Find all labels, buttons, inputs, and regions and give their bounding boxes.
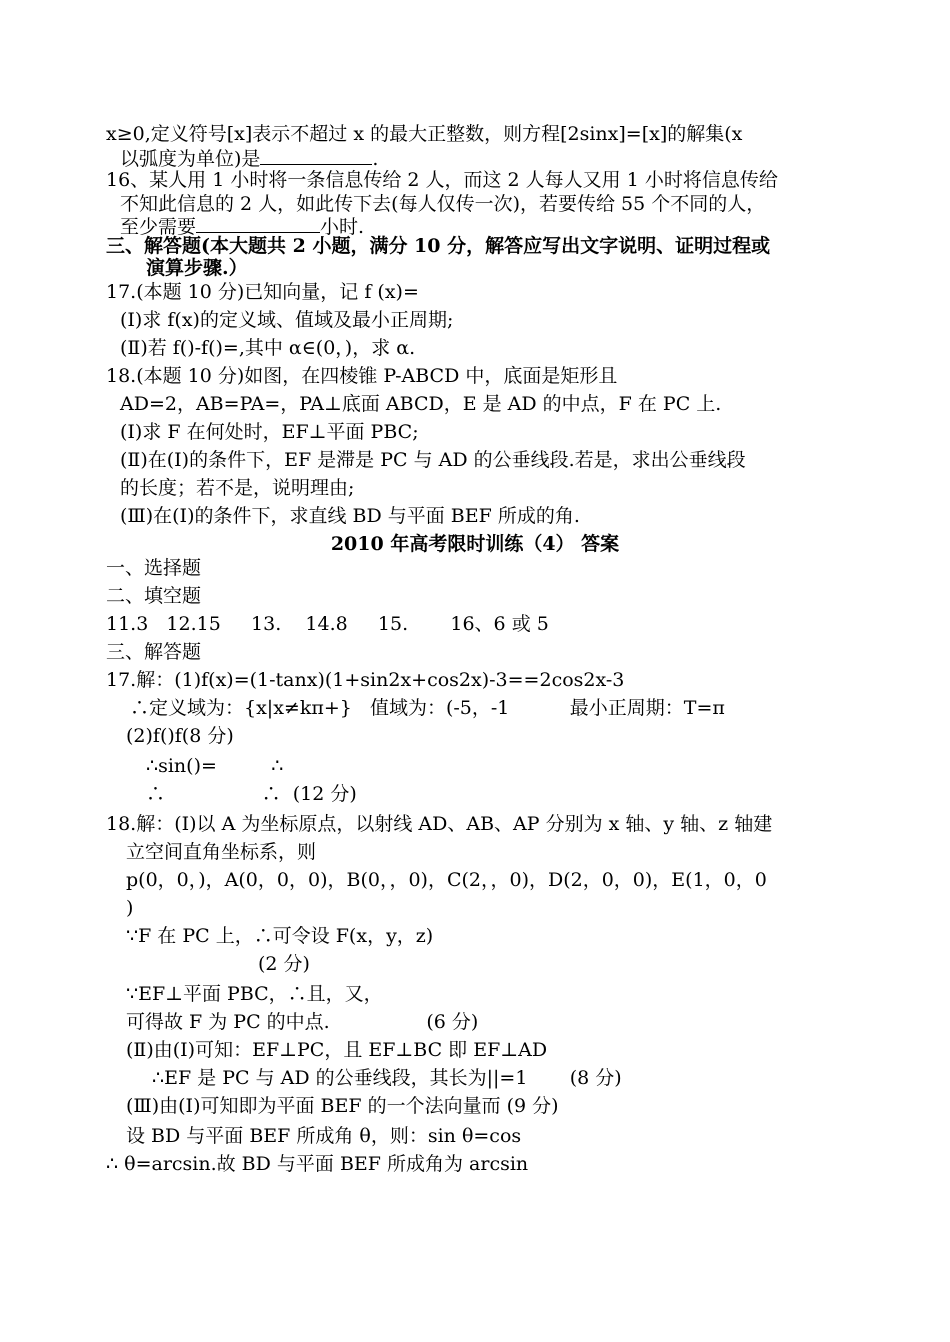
text-line: 立空间直角坐标系，则 — [126, 841, 317, 863]
text-line: ∴sin()= ∴ — [146, 755, 284, 777]
text-line: (Ⅲ)在(Ⅰ)的条件下，求直线 BD 与平面 BEF 所成的角. — [120, 505, 580, 527]
text-line: ∴定义域为：{x|x≠kπ+} 值域为：(-5，-1 最小正周期：T=π — [130, 697, 725, 719]
text-line: x≥0,定义符号[x]表示不超过 x 的最大正整数，则方程[2sinx]=[x]的解集(x — [106, 123, 743, 145]
text-line: (Ⅰ)求 F 在何处时，EF⊥平面 PBC; — [120, 421, 419, 443]
text-line: AD=2，AB=PA=，PA⊥底面 ABCD，E 是 AD 的中点，F 在 PC 上. — [120, 393, 722, 415]
text-line: 17.(本题 10 分)已知向量，记 f (x)= — [106, 281, 419, 303]
text-line: ∵EF⊥平面 PBC，∴且，又， — [126, 983, 383, 1005]
answer-blank — [196, 214, 320, 233]
text-line: 17.解：(1)f(x)=(1-tanx)(1+sin2x+cos2x)-3==2cos2x-3 — [106, 669, 625, 691]
text-line: (Ⅱ)在(Ⅰ)的条件下，EF 是滞是 PC 与 AD 的公垂线段.若是，求出公垂线段 — [120, 449, 746, 471]
text-fragment: . — [372, 148, 379, 170]
text-line: 18.解：(Ⅰ)以 A 为坐标原点，以射线 AD、AB、AP 分别为 x 轴、y 轴、z 轴建 — [106, 813, 773, 835]
text-line: ∴ θ=arcsin.故 BD 与平面 BEF 所成角为 arcsin — [106, 1153, 529, 1175]
text-line: (2)f()f(8 分) — [126, 725, 234, 747]
text-line: 二、填空题 — [106, 585, 202, 607]
text-line: ∵F 在 PC 上，∴可令设 F(x，y，z) — [126, 925, 434, 947]
answer-title: 2010 年高考限时训练（4） 答案 — [330, 533, 620, 555]
text-line: (Ⅱ)若 f()-f()=,其中 α∈(0，)，求 α. — [120, 337, 416, 359]
text-line: (Ⅱ)由(Ⅰ)可知：EF⊥PC，且 EF⊥BC 即 EF⊥AD — [126, 1039, 548, 1061]
text-fragment: 至少需要 — [120, 216, 197, 238]
text-line: 可得故 F 为 PC 的中点. (6 分) — [126, 1011, 479, 1033]
text-line: 的长度；若不是，说明理由; — [120, 477, 355, 499]
text-line: p(0，0，)，A(0，0，0)，B(0，，0)，C(2，，0)，D(2，0，0)，E(1，0，0 — [126, 869, 767, 891]
text-line: 11.3 12.15 13. 14.8 15. 16、6 或 5 — [106, 613, 549, 635]
text-line: 16、某人用 1 小时将一条信息传给 2 人，而这 2 人每人又用 1 小时将信息传给 — [106, 169, 778, 191]
text-line: ∴ ∴ (12 分) — [146, 783, 357, 805]
text-line: 18.(本题 10 分)如图，在四棱锥 P-ABCD 中，底面是矩形且 — [106, 365, 618, 387]
text-line: 不知此信息的 2 人，如此传下去(每人仅传一次)，若要传给 55 个不同的人， — [120, 193, 766, 215]
text-line: 一、选择题 — [106, 557, 202, 579]
text-line: (2 分) — [258, 953, 310, 975]
text-line: (Ⅰ)求 f(x)的定义域、值域及最小正周期; — [120, 309, 454, 331]
text-fragment: 以弧度为单位)是 — [120, 148, 261, 170]
text-line: 设 BD 与平面 BEF 所成角 θ，则：sin θ=cos — [126, 1125, 522, 1147]
text-line: (Ⅲ)由(Ⅰ)可知即为平面 BEF 的一个法向量而 (9 分) — [126, 1095, 559, 1117]
text-line: ) — [126, 897, 134, 919]
text-line: 三、解答题 — [106, 641, 202, 663]
section-heading: 演算步骤.） — [146, 257, 248, 279]
answer-blank — [260, 146, 372, 165]
section-heading: 三、解答题(本大题共 2 小题，满分 10 分，解答应写出文字说明、证明过程或 — [106, 235, 771, 257]
text-fragment: 小时. — [320, 216, 365, 238]
text-line: ∴EF 是 PC 与 AD 的公垂线段，其长为||=1 (8 分) — [152, 1067, 622, 1089]
